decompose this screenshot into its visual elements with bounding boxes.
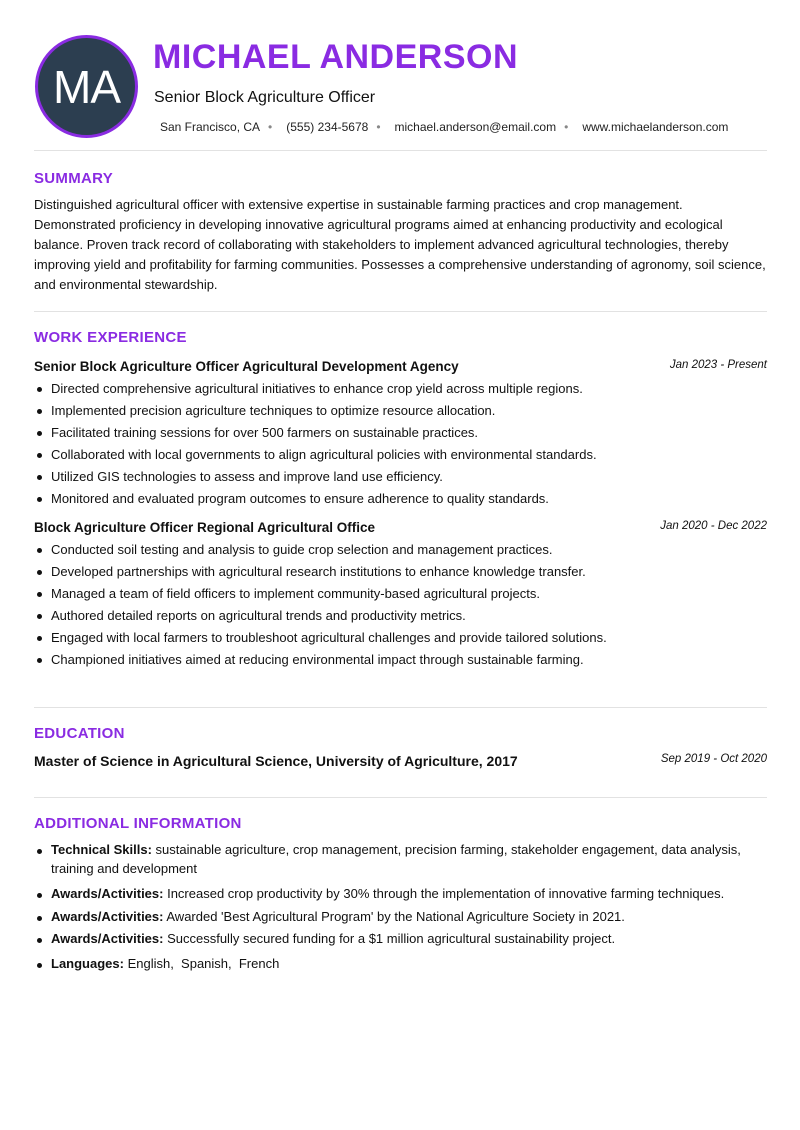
degree-row	[34, 753, 767, 769]
job-header	[34, 520, 767, 535]
job-date: Jan 2020 - Dec 2022	[660, 520, 767, 532]
list-item	[34, 840, 767, 878]
separator-dot: •	[376, 120, 381, 134]
candidate-name: MICHAEL ANDERSON	[153, 38, 519, 76]
item-label: Awards/Activities:	[51, 886, 164, 901]
list-item	[34, 954, 767, 973]
contact-website[interactable]: www.michaelanderson.com	[582, 120, 729, 134]
list-item: Collaborated with local governments to align agricultural policies with environmental standards.	[34, 444, 767, 466]
list-item: Facilitated training sessions for over 500 farmers on sustainable practices.	[34, 422, 767, 444]
job-title: Block Agriculture Officer Regional Agricultural Office	[34, 520, 376, 535]
summary-section	[34, 170, 767, 295]
list-item: Implemented precision agriculture techniques to optimize resource allocation.	[34, 400, 767, 422]
list-item	[34, 929, 767, 948]
list-item	[34, 907, 767, 926]
item-text: sustainable agriculture, crop management, precision farming, stakeholder engagement, data analysis, training and development	[51, 842, 741, 876]
list-item	[34, 884, 767, 903]
additional-heading: ADDITIONAL INFORMATION	[34, 815, 242, 832]
summary-heading: SUMMARY	[34, 170, 114, 187]
avatar-initials: MA	[53, 60, 120, 113]
education-section	[34, 725, 767, 769]
item-text: Increased crop productivity by 30% through the implementation of innovative farming techniques.	[163, 886, 725, 901]
contact-location: San Francisco, CA	[160, 120, 261, 134]
list-item: Monitored and evaluated program outcomes to ensure adherence to quality standards.	[34, 488, 767, 510]
list-item: Managed a team of field officers to implement community-based agricultural projects.	[34, 583, 767, 605]
candidate-title: Senior Block Agriculture Officer	[154, 89, 376, 106]
item-text: Awarded 'Best Agricultural Program' by the National Agriculture Society in 2021.	[163, 908, 625, 924]
divider	[34, 150, 767, 151]
contact-info	[160, 120, 728, 134]
job-title: Senior Block Agriculture Officer Agricultural Development Agency	[34, 359, 459, 374]
additional-list	[34, 840, 767, 973]
education-date: Sep 2019 - Oct 2020	[660, 753, 767, 765]
divider	[34, 707, 767, 708]
separator-dot: •	[268, 120, 273, 134]
list-item: Engaged with local farmers to troubleshoot agricultural challenges and provide tailored solutions.	[34, 627, 767, 649]
list-item: Directed comprehensive agricultural initiatives to enhance crop yield across multiple regions.	[34, 378, 767, 400]
item-text: English, Spanish, French	[123, 956, 280, 971]
work-heading: WORK EXPERIENCE	[34, 329, 187, 346]
list-item: Authored detailed reports on agricultural trends and productivity metrics.	[34, 605, 767, 627]
item-text: Successfully secured funding for a $1 million agricultural sustainability project.	[163, 931, 616, 946]
job-header	[34, 359, 767, 374]
job-bullets	[34, 378, 767, 510]
divider	[34, 311, 767, 312]
avatar	[35, 35, 138, 138]
contact-email[interactable]: michael.anderson@email.com	[394, 120, 557, 134]
degree: Master of Science in Agricultural Science, University of Agriculture, 2017	[34, 753, 518, 769]
summary-text: Distinguished agricultural officer with extensive expertise in sustainable farming practices and crop management. Demonstrated proficiency in developing innovative agricultural programs aimed at enhancing productivity and ecological balance. Proven track record of collaborating with stakeholders to implement advanced agricultural technologies, thereby improving yield and profitability for farming communities. Possesses a comprehensive understanding of agronomy, soil science, and environmental stewardship.	[34, 197, 766, 292]
list-item: Developed partnerships with agricultural research institutions to enhance knowledge transfer.	[34, 561, 767, 583]
list-item: Utilized GIS technologies to assess and improve land use efficiency.	[34, 466, 767, 488]
work-section	[34, 329, 767, 671]
additional-section	[34, 815, 767, 977]
item-label: Technical Skills:	[51, 842, 152, 857]
job-bullets	[34, 539, 767, 671]
contact-phone: (555) 234-5678	[286, 120, 369, 134]
divider	[34, 797, 767, 798]
separator-dot: •	[564, 120, 569, 134]
job-date: Jan 2023 - Present	[669, 359, 767, 371]
list-item: Championed initiatives aimed at reducing environmental impact through sustainable farming.	[34, 649, 767, 671]
list-item: Conducted soil testing and analysis to guide crop selection and management practices.	[34, 539, 767, 561]
item-label: Awards/Activities:	[51, 908, 164, 924]
item-label: Awards/Activities:	[51, 931, 164, 946]
education-heading: EDUCATION	[34, 725, 125, 742]
item-label: Languages:	[51, 956, 124, 971]
